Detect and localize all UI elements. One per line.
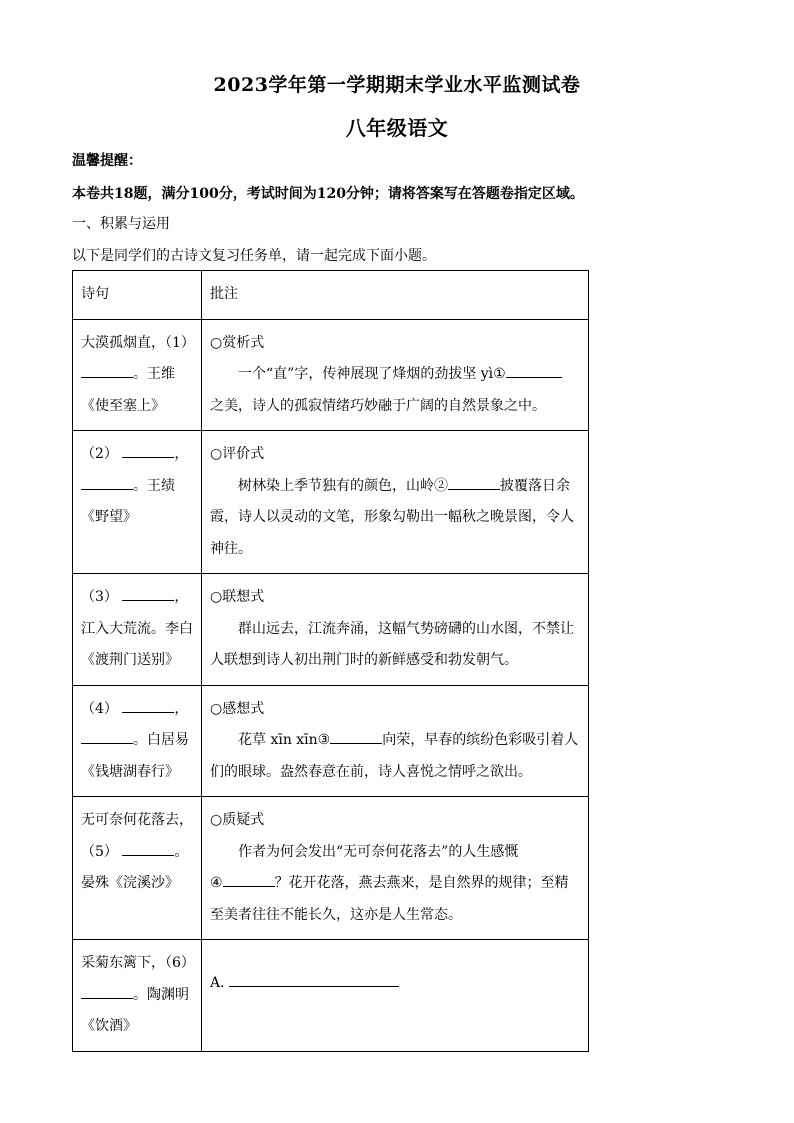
poem-cell — [73, 574, 202, 686]
answer-blank-5[interactable] — [122, 841, 174, 856]
poem-line: 大漠孤烟直，（1） — [81, 334, 195, 351]
note-type: ○赏析式 — [210, 334, 265, 351]
poem-source: 《野望》 — [81, 509, 137, 525]
table-row — [73, 319, 589, 431]
note-cell — [202, 940, 589, 1052]
poem-source: 《钱塘湖春行》 — [81, 763, 179, 780]
note-cell — [202, 319, 589, 431]
header-note: 批注 — [202, 271, 589, 320]
note-text: 树林染上季节独有的颜色，山岭② — [238, 477, 448, 494]
poem-punct: ， — [174, 700, 189, 717]
poem-cell — [73, 797, 202, 940]
poem-line: 。王绩 — [133, 477, 175, 494]
note-text: ④ — [210, 875, 223, 891]
poem-cell — [73, 431, 202, 574]
note-label-a: A. — [210, 975, 225, 991]
table-row — [73, 797, 589, 940]
answer-blank-6[interactable] — [81, 984, 133, 999]
poem-line: 。白居易 — [133, 732, 189, 748]
poem-cell — [73, 319, 202, 431]
note-text: 神往。 — [210, 540, 252, 557]
answer-blank-1[interactable] — [81, 363, 133, 378]
poem-cell — [73, 940, 202, 1052]
exam-title: 2023学年第一学期期末学业水平监测试卷 — [213, 74, 581, 96]
table-row — [73, 685, 589, 797]
poem-line: （2） — [81, 446, 118, 462]
notice-text: 本卷共18题，满分100分，考试时间为120分钟；请将答案写在答题卷指定区域。 — [72, 186, 584, 202]
review-task-table — [72, 270, 589, 1052]
section-heading: 一、积累与运用 — [72, 216, 170, 232]
answer-blank-note-2[interactable] — [448, 475, 500, 490]
note-type: ○感想式 — [210, 700, 265, 717]
poem-source: 晏殊《浣溪沙》 — [81, 875, 179, 891]
answer-blank-4a[interactable] — [122, 698, 174, 713]
note-text: 们的眼球。盎然春意在前，诗人喜悦之情呼之欲出。 — [210, 763, 532, 780]
answer-blank-3[interactable] — [122, 586, 174, 601]
exam-subtitle: 八年级语文 — [345, 116, 449, 140]
poem-source: 《使至塞上》 — [81, 397, 165, 414]
poem-source: 《饮酒》 — [81, 1018, 137, 1034]
poem-punct: ， — [174, 446, 189, 462]
answer-blank-note-1[interactable] — [506, 363, 562, 378]
poem-line: （5） — [81, 843, 118, 860]
poem-line: （3） — [81, 589, 118, 605]
note-text: 作者为何会发出“无可奈何花落去”的人生感慨 — [238, 843, 519, 860]
note-type: ○评价式 — [210, 446, 265, 462]
poem-line: 采菊东篱下，（6） — [81, 955, 195, 971]
table-row — [73, 574, 589, 686]
note-cell — [202, 685, 589, 797]
note-text: ？花开花落，燕去燕来，是自然界的规律；至精 — [274, 875, 569, 891]
answer-blank-note-a[interactable] — [229, 972, 399, 987]
answer-blank-2b[interactable] — [81, 475, 133, 490]
answer-blank-note-4[interactable] — [223, 872, 275, 887]
table-row — [73, 940, 589, 1052]
poem-punct: ， — [174, 589, 189, 605]
note-text: 一个“直”字，传神展现了烽烟的劲拔坚 yì① — [238, 366, 506, 382]
answer-blank-note-3[interactable] — [330, 729, 382, 744]
note-text: 至美者往往不能长久，这亦是人生常态。 — [210, 906, 462, 923]
poem-line: 无可奈何花落去， — [81, 812, 193, 828]
note-type: ○质疑式 — [210, 812, 265, 828]
notice-label: 温馨提醒： — [72, 153, 142, 169]
poem-punct: 。 — [174, 843, 189, 860]
table-header-row — [73, 271, 589, 320]
answer-blank-2a[interactable] — [122, 443, 174, 458]
header-poem: 诗句 — [73, 271, 202, 320]
note-cell — [202, 797, 589, 940]
poem-line: （4） — [81, 700, 118, 717]
poem-source: 《渡荆门送别》 — [81, 652, 179, 668]
note-text: 人联想到诗人初出荆门时的新鲜感受和勃发朝气。 — [210, 652, 518, 668]
note-cell — [202, 431, 589, 574]
table-row — [73, 431, 589, 574]
poem-line: 。陶渊明 — [133, 986, 189, 1003]
poem-line: 。王维 — [133, 366, 175, 382]
poem-cell — [73, 685, 202, 797]
note-text: 向荣，早春的缤纷色彩吸引着人 — [382, 732, 579, 748]
note-text: 披覆落日余 — [500, 477, 570, 494]
note-text: 霞，诗人以灵动的文笔，形象勾勒出一幅秋之晚景图，令人 — [210, 509, 574, 525]
note-text: 之美，诗人的孤寂情绪巧妙融于广阔的自然景象之中。 — [210, 397, 546, 414]
answer-blank-4b[interactable] — [81, 729, 133, 744]
note-text: 群山远去，江流奔涌，这幅气势磅礴的山水图，不禁让 — [238, 620, 574, 637]
poem-line: 江入大荒流。李白 — [81, 620, 193, 637]
note-text: 花草 xīn xīn③ — [238, 732, 331, 748]
note-type: ○联想式 — [210, 589, 265, 605]
note-cell — [202, 574, 589, 686]
section-intro: 以下是同学们的古诗文复习任务单，请一起完成下面小题。 — [72, 248, 436, 264]
